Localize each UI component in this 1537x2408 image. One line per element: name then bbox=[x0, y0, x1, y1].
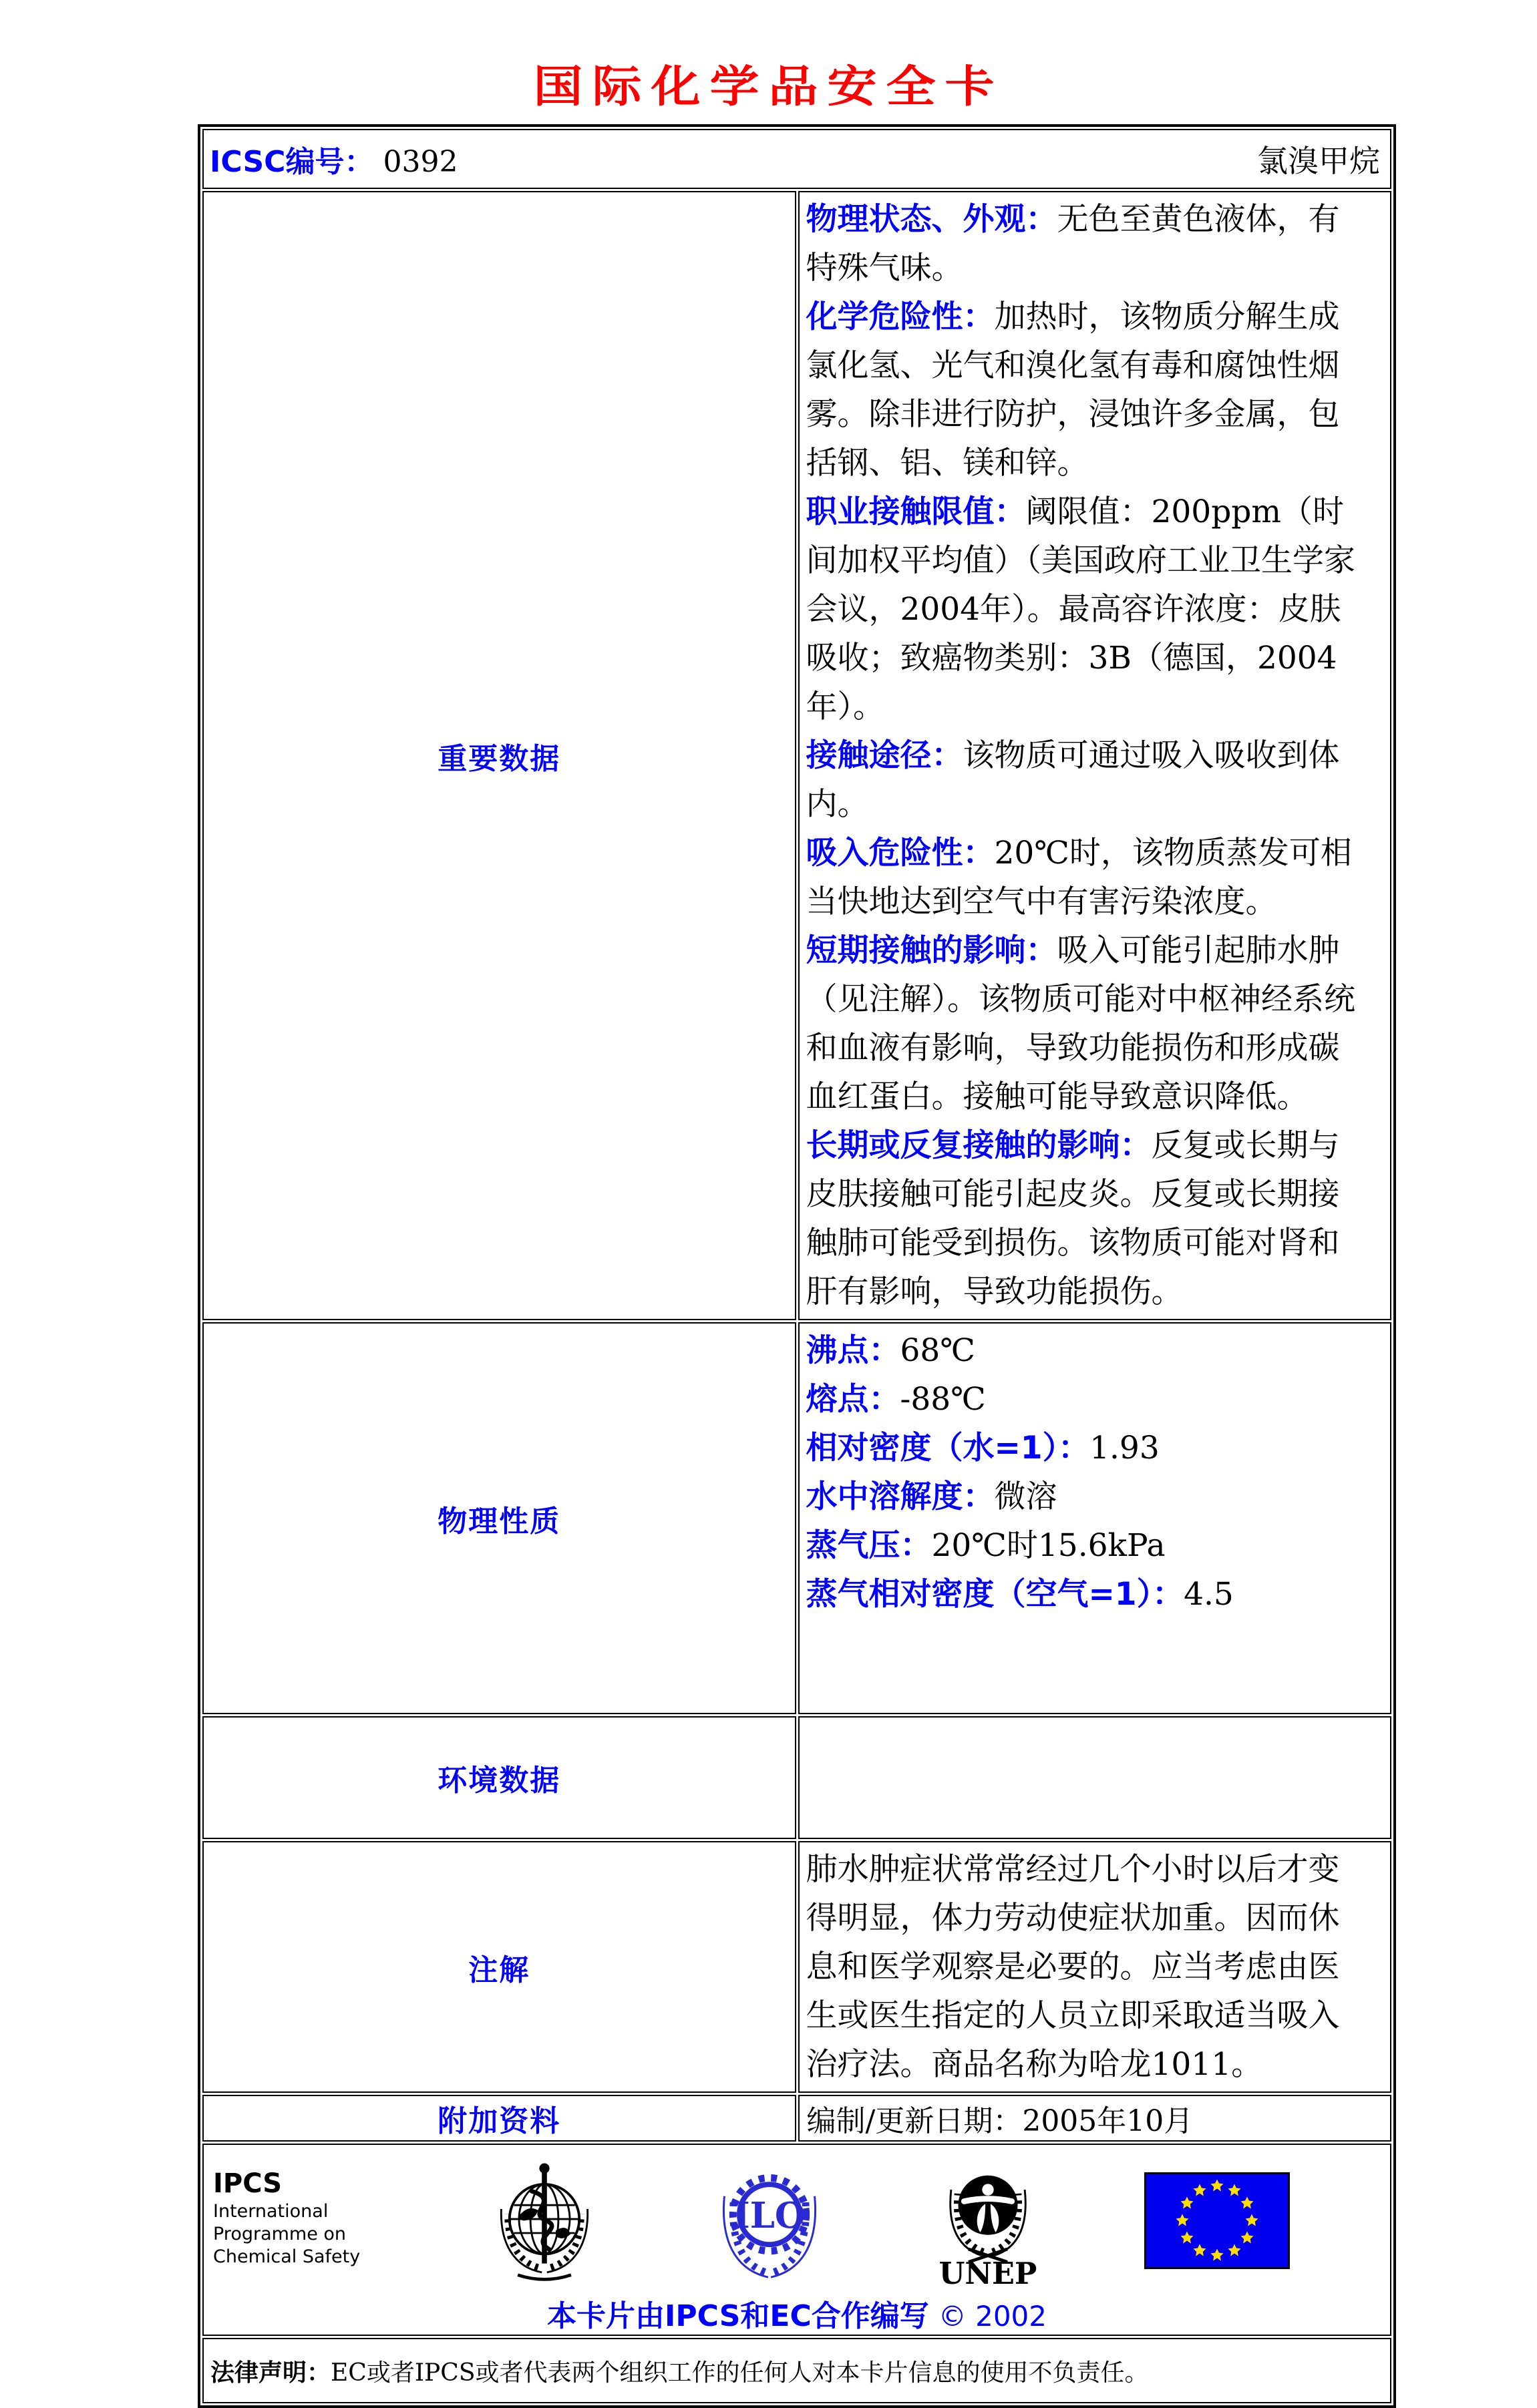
unep-logo-text: UNEP bbox=[938, 2256, 1037, 2291]
icsc-number-value: 0392 bbox=[383, 145, 458, 179]
field-label: 吸入危险性： bbox=[806, 835, 995, 871]
field-label: 熔点： bbox=[806, 1381, 900, 1418]
icsc-number-group bbox=[210, 138, 458, 180]
field-value: 该物质可通过吸入吸收到体内。 bbox=[806, 737, 1340, 823]
update-date: 编制/更新日期：2005年10月 bbox=[806, 2104, 1194, 2138]
field-inhalation-risk bbox=[806, 829, 1356, 926]
field-value: 吸入可能引起肺水肿（见注解）。该物质可能对中枢神经系统和血液有影响，导致功能损伤和形成碳血红蛋白。接触可能导致意识降低。 bbox=[806, 932, 1355, 1115]
field-value: 阈限值：200ppm（时间加权平均值）（美国政府工业卫生学家会议，2004年）。最高容许浓度：皮肤吸收；致癌物类别：3B（德国，2004年）。 bbox=[806, 493, 1355, 725]
field-label: 相对密度（水=1）： bbox=[806, 1430, 1090, 1466]
field-physical-state bbox=[806, 195, 1356, 292]
field-value: 加热时，该物质分解生成氯化氢、光气和溴化氢有毒和腐蚀性烟雾。除非进行防护，浸蚀许多金属，包括钢、铝、镁和锌。 bbox=[806, 298, 1340, 481]
ilo-logo-icon bbox=[707, 2157, 832, 2284]
field-vapor-relative-density bbox=[806, 1570, 1356, 1619]
field-vapor-pressure bbox=[806, 1521, 1356, 1570]
icsc-number-label: ICSC编号： bbox=[210, 145, 374, 179]
section-label-environmental-data: 环境数据 bbox=[202, 1716, 796, 1839]
header-row bbox=[204, 131, 1389, 187]
field-value: 20℃时15.6kPa bbox=[931, 1527, 1166, 1564]
notes-text: 肺水肿症状常常经过几个小时以后才变得明显，体力劳动使症状加重。因而休息和医学观察是必要的。应当考虑由医生或医生指定的人员立即采取适当吸入治疗法。商品名称为哈龙1011。 bbox=[806, 1851, 1340, 2083]
section-label-additional-info: 附加资料 bbox=[202, 2095, 796, 2142]
cooperation-caption bbox=[204, 2289, 1390, 2335]
field-relative-density bbox=[806, 1424, 1356, 1472]
ipcs-line: Programme on bbox=[213, 2224, 347, 2244]
field-label: 职业接触限值： bbox=[806, 493, 1026, 530]
header-row-cell bbox=[202, 129, 1391, 189]
eu-flag-icon bbox=[1144, 2172, 1290, 2269]
field-label: 沸点： bbox=[806, 1332, 900, 1369]
additional-info-content bbox=[798, 2095, 1392, 2142]
section-label-physical-properties: 物理性质 bbox=[202, 1322, 796, 1714]
field-label: 蒸气压： bbox=[806, 1527, 932, 1564]
copyright-text: © 2002 bbox=[938, 2300, 1047, 2333]
field-value: 1.93 bbox=[1089, 1430, 1160, 1466]
chemical-name: 氯溴甲烷 bbox=[1257, 143, 1380, 179]
field-short-term-effects bbox=[806, 926, 1356, 1121]
unep-logo-icon bbox=[931, 2152, 1045, 2289]
legal-notice-label: 法律声明： bbox=[210, 2359, 331, 2387]
section-label-notes: 注解 bbox=[202, 1841, 796, 2093]
ipcs-line: International bbox=[213, 2201, 329, 2222]
field-value: 68℃ bbox=[900, 1332, 975, 1369]
field-value: 微溶 bbox=[994, 1478, 1057, 1515]
ipcs-line: Chemical Safety bbox=[213, 2246, 361, 2267]
page-title: 国际化学品安全卡 bbox=[533, 61, 1004, 112]
important-data-content bbox=[798, 191, 1392, 1320]
field-boiling-point bbox=[806, 1326, 1356, 1375]
field-long-term-effects bbox=[806, 1121, 1356, 1316]
field-label: 短期接触的影响： bbox=[806, 932, 1057, 969]
field-exposure-routes bbox=[806, 731, 1356, 829]
field-melting-point bbox=[806, 1375, 1356, 1424]
notes-content bbox=[798, 1841, 1392, 2093]
safety-card-table bbox=[198, 124, 1396, 2408]
field-label: 水中溶解度： bbox=[806, 1478, 995, 1515]
field-occupational-limits bbox=[806, 487, 1356, 731]
field-value: 反复或长期与皮肤接触可能引起皮炎。反复或长期接触肺可能受到损伤。该物质可能对肾和肝有影响，导致功能损伤。 bbox=[806, 1127, 1340, 1310]
field-label: 长期或反复接触的影响： bbox=[806, 1127, 1152, 1164]
physical-properties-content bbox=[798, 1322, 1392, 1714]
environmental-data-content bbox=[798, 1716, 1392, 1839]
who-logo-icon bbox=[481, 2154, 608, 2286]
field-label: 接触途径： bbox=[806, 737, 963, 774]
field-value: 4.5 bbox=[1184, 1576, 1234, 1613]
field-label: 物理状态、外观： bbox=[806, 201, 1057, 238]
ilo-logo-text: ILO bbox=[733, 2194, 806, 2236]
field-label: 蒸气相对密度（空气=1）： bbox=[806, 1576, 1184, 1613]
caption-text: 本卡片由IPCS和EC合作编写 bbox=[546, 2299, 929, 2333]
section-label-important-data: 重要数据 bbox=[202, 191, 796, 1320]
field-chemical-hazard bbox=[806, 292, 1356, 487]
legal-notice-text: EC或者IPCS或者代表两个组织工作的任何人对本卡片信息的使用不负责任。 bbox=[331, 2359, 1149, 2387]
field-label: 化学危险性： bbox=[806, 298, 995, 335]
legal-notice-cell bbox=[202, 2338, 1391, 2403]
field-value: -88℃ bbox=[900, 1381, 986, 1418]
field-water-solubility bbox=[806, 1472, 1356, 1521]
ipcs-block bbox=[213, 2168, 381, 2268]
ipcs-title: IPCS bbox=[213, 2168, 283, 2199]
field-value: 20℃时，该物质蒸发可相当快地达到空气中有害污染浓度。 bbox=[806, 835, 1352, 920]
field-value: 无色至黄色液体，有特殊气味。 bbox=[806, 201, 1340, 286]
logos-footer-cell bbox=[202, 2144, 1391, 2336]
logos-row bbox=[204, 2145, 1390, 2289]
